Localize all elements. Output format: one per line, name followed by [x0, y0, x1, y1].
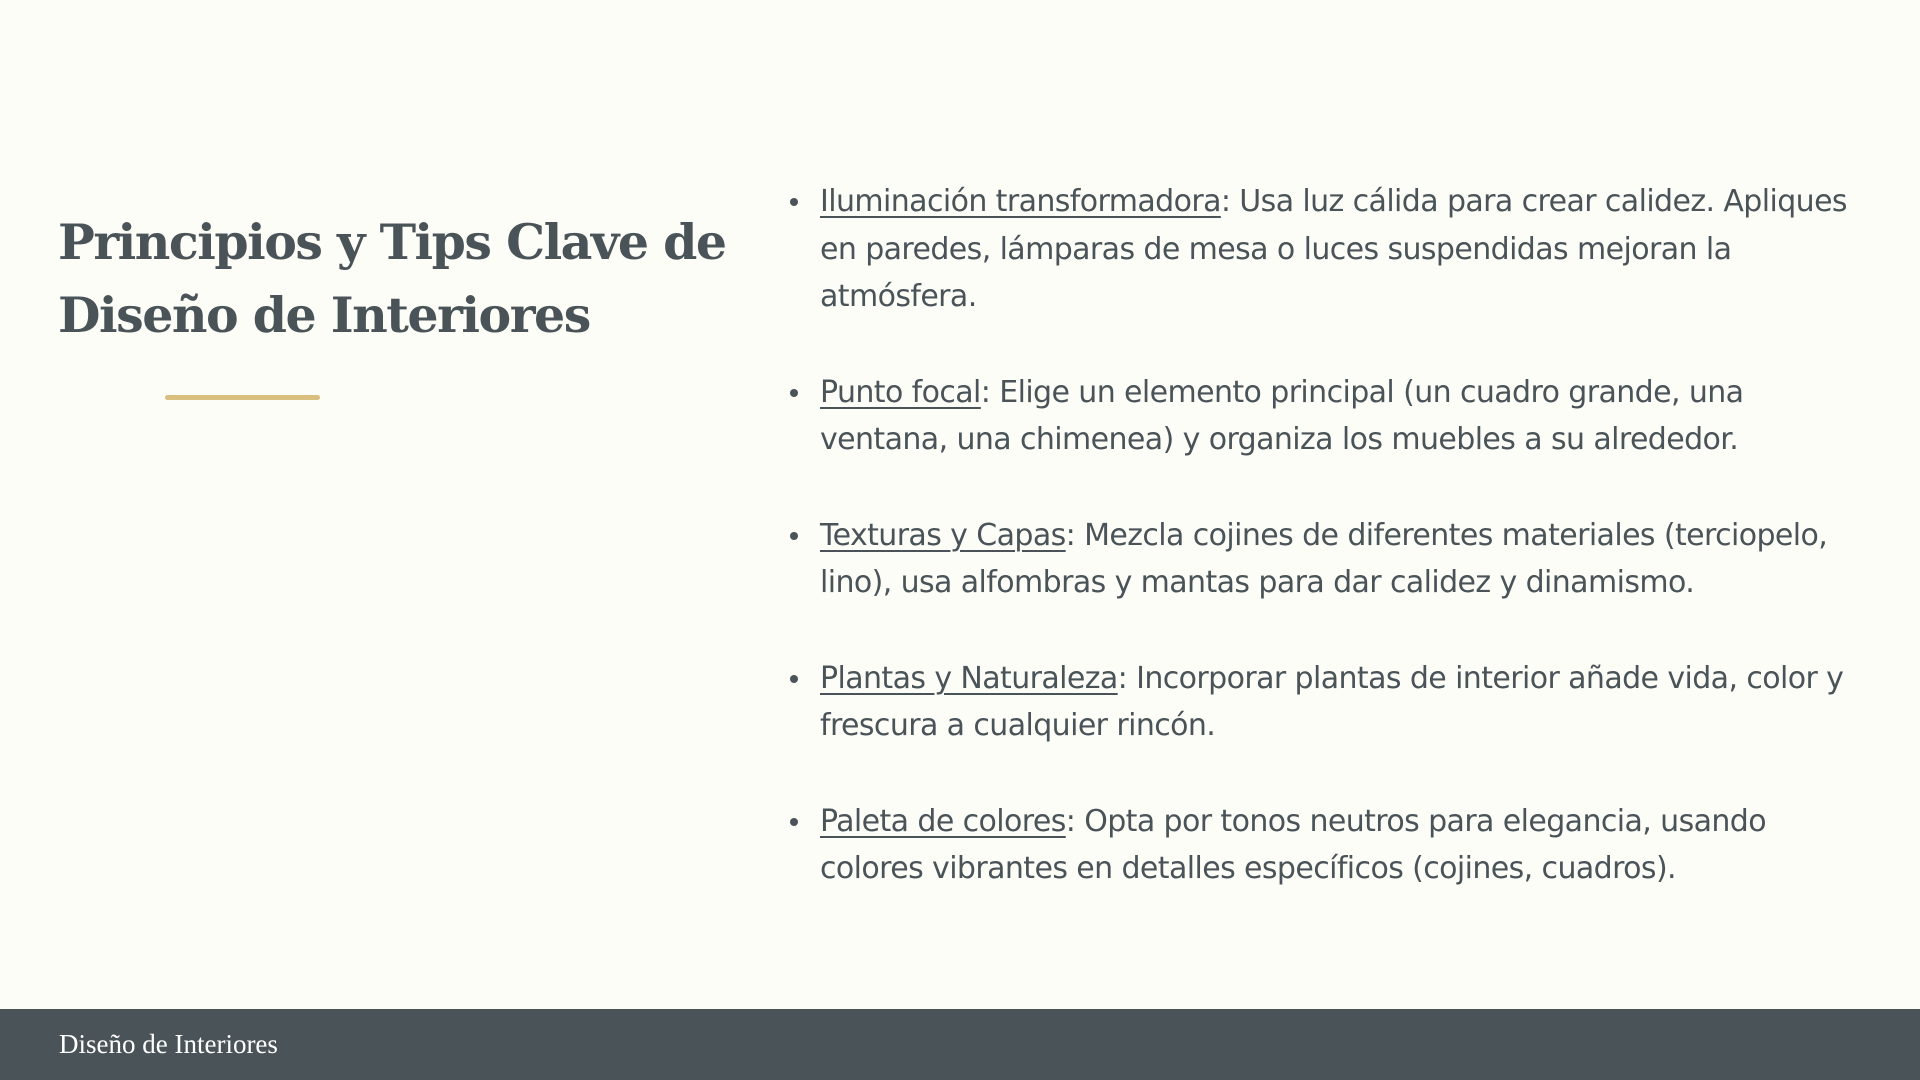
bullet-term: Punto focal: [820, 374, 981, 410]
footer-label: Diseño de Interiores: [59, 1029, 278, 1059]
bullet-term: Paleta de colores: [820, 803, 1066, 839]
list-item-texturas: [790, 512, 1870, 607]
title-block: [58, 206, 738, 352]
slide-title-line-2: Diseño de Interiores: [58, 286, 590, 344]
bullet-dot-icon: [790, 818, 798, 826]
bullet-text: : Incorporar plantas de interior añade vida, color y frescura a cualquier rincón.: [820, 660, 1844, 743]
bullet-dot-icon: [790, 532, 798, 540]
bullet-dot-icon: [790, 675, 798, 683]
bullet-dot-icon: [790, 198, 798, 206]
bullet-text: : Opta por tonos neutros para elegancia, usando colores vibrantes en detalles específicos (cojines, cuadros).: [820, 803, 1766, 886]
bullet-text: : Usa luz cálida para crear calidez. Apliques en paredes, lámparas de mesa o luces suspendidas mejoran la atmósfera.: [820, 184, 1847, 314]
list-item-plantas: [790, 655, 1870, 750]
bullet-dot-icon: [790, 389, 798, 397]
list-item-iluminacion: [790, 178, 1870, 321]
bullet-term: Iluminación transformadora: [820, 184, 1221, 219]
list-item-paleta: [790, 798, 1870, 893]
slide-title: [58, 206, 738, 352]
list-item-punto-focal: [790, 369, 1870, 464]
footer-bar: [0, 1009, 1920, 1080]
tips-list: [790, 178, 1870, 941]
bullet-term: Plantas y Naturaleza: [820, 660, 1118, 696]
title-accent-rule: [165, 395, 320, 400]
bullet-term: Texturas y Capas: [820, 517, 1066, 553]
bullet-text: : Elige un elemento principal (un cuadro grande, una ventana, una chimenea) y organiza los muebles a su alrededor.: [820, 374, 1744, 457]
bullet-text: : Mezcla cojines de diferentes materiales (terciopelo, lino), usa alfombras y mantas para dar calidez y dinamismo.: [820, 517, 1828, 600]
slide-title-line-1: Principios y Tips Clave de: [58, 213, 726, 271]
